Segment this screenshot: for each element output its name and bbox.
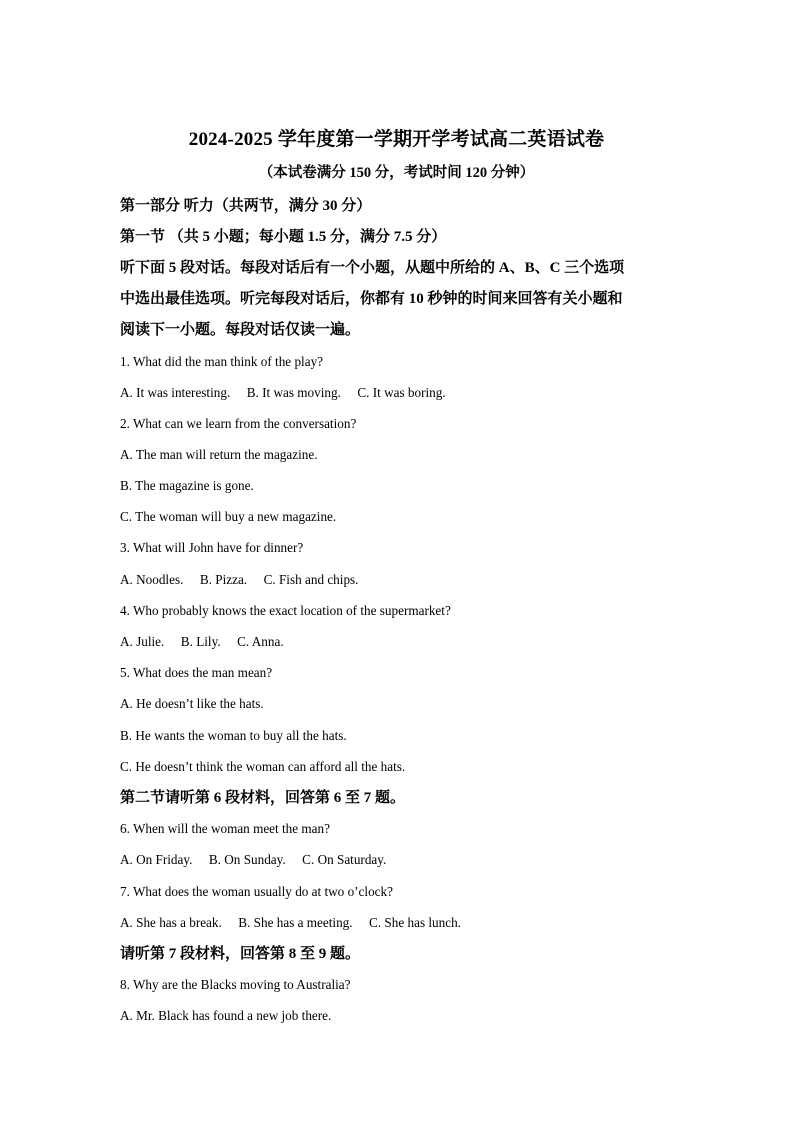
question-5: 5. What does the man mean? (120, 665, 273, 680)
question-5-option-a: A. He doesn’t like the hats. (120, 696, 264, 711)
question-7-options: A. She has a break. B. She has a meeting. C. She has lunch. (120, 915, 461, 930)
question-2-option-b: B. The magazine is gone. (120, 478, 254, 493)
exam-subtitle: （本试卷满分 150 分，考试时间 120 分钟） (258, 165, 535, 181)
question-2: 2. What can we learn from the conversation? (120, 416, 357, 431)
question-6-options: A. On Friday. B. On Sunday. C. On Saturday. (120, 852, 387, 867)
section1-heading: 第一节 （共 5 小题；每小题 1.5 分，满分 7.5 分） (120, 229, 447, 245)
question-2-option-c: C. The woman will buy a new magazine. (120, 509, 337, 524)
part1-heading: 第一部分 听力（共两节，满分 30 分） (120, 198, 372, 214)
question-6: 6. When will the woman meet the man? (120, 821, 330, 836)
exam-title: 2024-2025 学年度第一学期开学考试高二英语试卷 (188, 129, 605, 150)
question-8: 8. Why are the Blacks moving to Australia? (120, 977, 351, 992)
instructions-line-2: 中选出最佳选项。听完每段对话后，你都有 10 秒钟的时间来回答有关小题和 (120, 291, 623, 307)
question-3: 3. What will John have for dinner? (120, 540, 304, 555)
instructions-line-3: 阅读下一小题。每段对话仅读一遍。 (120, 322, 361, 338)
question-1-options: A. It was interesting. B. It was moving. C. It was boring. (120, 385, 446, 400)
section3-heading: 请听第 7 段材料，回答第 8 至 9 题。 (120, 946, 361, 962)
question-2-option-a: A. The man will return the magazine. (120, 447, 318, 462)
instructions-line-1: 听下面 5 段对话。每段对话后有一个小题，从题中所给的 A、B、C 三个选项 (120, 260, 625, 276)
question-8-option-a: A. Mr. Black has found a new job there. (120, 1008, 332, 1023)
question-5-option-b: B. He wants the woman to buy all the hats. (120, 728, 347, 743)
question-7: 7. What does the woman usually do at two o’clock? (120, 884, 393, 899)
question-5-option-c: C. He doesn’t think the woman can afford all the hats. (120, 759, 406, 774)
section2-heading: 第二节请听第 6 段材料，回答第 6 至 7 题。 (120, 790, 406, 806)
question-3-options: A. Noodles. B. Pizza. C. Fish and chips. (120, 572, 359, 587)
question-4: 4. Who probably knows the exact location of the supermarket? (120, 603, 451, 618)
question-4-options: A. Julie. B. Lily. C. Anna. (120, 634, 284, 649)
question-1: 1. What did the man think of the play? (120, 354, 324, 369)
